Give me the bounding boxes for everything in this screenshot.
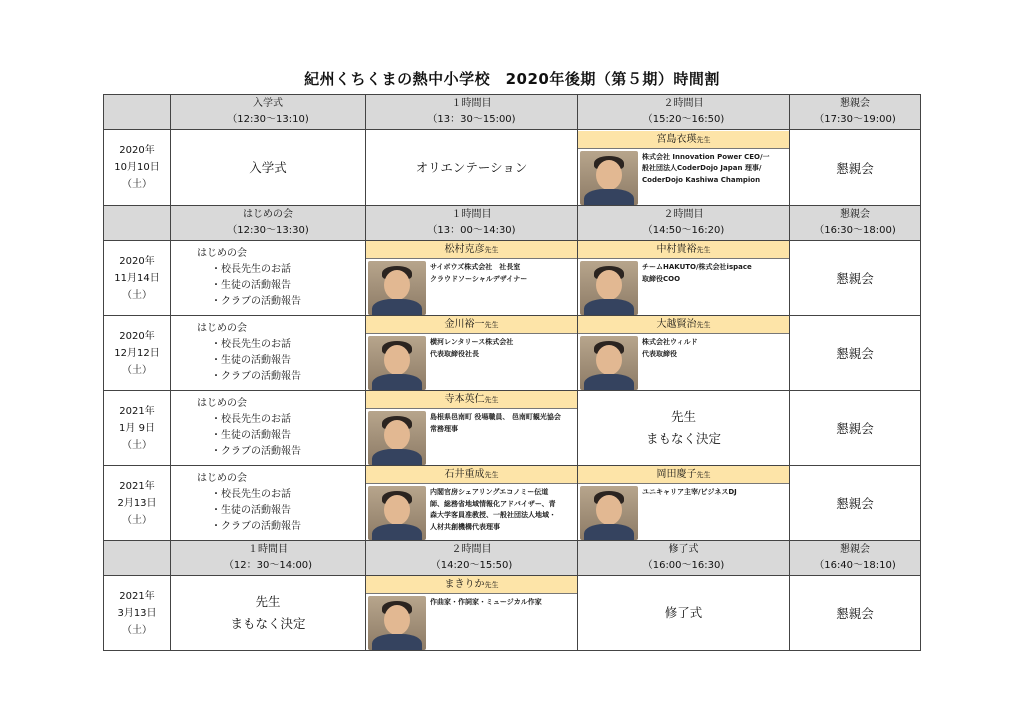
speaker-name-bar [366, 316, 577, 334]
session-name: ２時間目 [663, 98, 704, 109]
party-cell: 懇親会 [790, 241, 921, 316]
speaker-bio-line: 株式会社 Innovation Power CEO/一 [642, 152, 770, 161]
session-time: （12:30～13:10) [227, 114, 309, 125]
session-header-row [104, 95, 921, 130]
speaker-bio-line: 横河レンタリース株式会社 [430, 338, 514, 346]
speaker-name: 中村貴裕 [656, 244, 697, 255]
speaker-bio [642, 151, 770, 187]
speaker-photo [580, 151, 638, 205]
class-cell-text: 先生 [670, 409, 696, 424]
opening-agenda-cell [171, 241, 366, 316]
speaker-bio-line: 師、総務省地域情報化アドバイザー、青 [430, 499, 556, 508]
speaker-photo [368, 486, 426, 540]
photo-head [384, 270, 410, 300]
session-time: （16:30～18:00) [814, 225, 896, 236]
speaker-name: 金川裕一 [444, 319, 485, 330]
class-cell [578, 391, 790, 466]
session-header-cell [104, 95, 171, 130]
speaker-name-bar [366, 576, 577, 594]
session-header-cell [578, 541, 790, 576]
class-cell-text: まもなく決定 [645, 431, 721, 446]
date-dow: （土） [122, 514, 152, 526]
party-cell: 懇親会 [790, 576, 921, 651]
session-name: 懇親会 [840, 98, 870, 109]
date-cell [104, 316, 171, 391]
speaker-name: まきりか [444, 579, 485, 590]
speaker-body [366, 594, 577, 650]
session-time: （14:20～15:50) [430, 560, 513, 571]
class-cell [171, 576, 366, 651]
speaker-bio [430, 261, 527, 285]
photo-head [596, 345, 622, 375]
session-name: １時間目 [248, 544, 288, 555]
agenda-item: ・生徒の活動報告 [211, 280, 291, 291]
speaker-cell [578, 130, 790, 206]
speaker-bio-line: ユニキャリア主宰/ビジネスDJ [642, 488, 737, 496]
speaker-bio-line: 代表取締役社長 [430, 349, 479, 358]
session-time: （15:20～16:50) [642, 114, 725, 125]
session-time: （14:50～16:20) [642, 225, 725, 236]
speaker-bio [430, 336, 513, 360]
speaker-name: 松村克彦 [444, 244, 485, 255]
session-name: 入学式 [253, 98, 283, 109]
date-dow: （土） [122, 179, 152, 190]
class-cell-text: 修了式 [664, 605, 703, 620]
date-dow: （土） [122, 439, 152, 451]
speaker-body [366, 409, 577, 465]
photo-head [596, 160, 622, 190]
date-cell [104, 466, 171, 541]
session-name: はじめの会 [243, 209, 293, 220]
speaker-name-bar [578, 466, 789, 484]
speaker-cell [366, 316, 578, 391]
photo-body [584, 189, 634, 205]
speaker-body [366, 259, 577, 315]
agenda-title: はじめの会 [197, 323, 247, 334]
speaker-honorific: 先生 [696, 321, 711, 329]
photo-body [372, 524, 422, 540]
speaker-body [366, 484, 577, 540]
date-dow: （土） [122, 289, 152, 301]
class-cell [578, 576, 790, 651]
session-header-cell [366, 206, 578, 241]
date-year: 2021年 [119, 480, 155, 492]
speaker-name: 宮島衣瑛 [656, 133, 697, 145]
date-dow: （土） [122, 364, 152, 376]
speaker-name-bar [366, 466, 577, 484]
photo-head [596, 270, 622, 300]
speaker-cell [578, 466, 790, 541]
speaker-honorific: 先生 [484, 581, 499, 589]
photo-body [372, 449, 422, 465]
speaker-bio [642, 336, 698, 360]
session-name: ２時間目 [451, 544, 492, 555]
date-day: 3月13日 [117, 607, 157, 619]
photo-head [384, 495, 410, 525]
session-name: １時間目 [451, 209, 492, 220]
speaker-bio-line: 般社団法人CoderDojo Japan 理事/ [642, 164, 762, 172]
agenda-item: ・校長先生のお話 [211, 414, 291, 425]
opening-agenda-cell [171, 316, 366, 391]
agenda-title: はじめの会 [197, 248, 247, 259]
speaker-photo [580, 336, 638, 390]
class-cell [366, 130, 578, 206]
speaker-bio-line: 島根県邑南町 役場職員、 邑南町観光協会 [430, 413, 561, 421]
session-name: 修了式 [668, 544, 699, 555]
session-time: （12:30～13:30) [227, 225, 309, 236]
party-cell: 懇親会 [790, 391, 921, 466]
speaker-body [578, 484, 789, 540]
class-cell-text: オリエンテーション [415, 159, 528, 175]
speaker-bio-line: 作曲家・作詞家・ミュージカル作家 [430, 598, 542, 606]
class-cell-text: 先生 [255, 594, 281, 609]
speaker-bio-line: 代表取締役 [642, 349, 677, 358]
speaker-bio-line: CoderDojo Kashiwa Champion [642, 175, 761, 184]
speaker-body [578, 149, 789, 205]
date-year: 2020年 [119, 145, 155, 156]
speaker-name-bar [578, 131, 789, 149]
session-name: １時間目 [451, 98, 492, 109]
session-header-cell [578, 206, 790, 241]
agenda-item: ・クラブの活動報告 [211, 371, 301, 382]
date-year: 2020年 [119, 255, 155, 267]
speaker-bio [642, 261, 752, 285]
speaker-bio-line: チームHAKUTO/株式会社ispace [642, 263, 752, 271]
session-time: （17:30～19:00) [814, 114, 896, 125]
speaker-bio-line: 取締役COO [642, 274, 681, 283]
speaker-photo [580, 486, 638, 540]
speaker-name-bar [578, 241, 789, 259]
date-day: 11月14日 [114, 272, 160, 284]
speaker-name-bar [366, 391, 577, 409]
speaker-name: 石井重成 [444, 469, 485, 480]
date-day: 12月12日 [114, 347, 160, 359]
session-name: ２時間目 [663, 209, 704, 220]
speaker-bio-line: 人材共創機構代表理事 [430, 522, 500, 531]
speaker-bio [430, 486, 556, 533]
photo-head [596, 495, 622, 525]
speaker-photo [368, 336, 426, 390]
schedule-row [104, 316, 921, 391]
date-dow: （土） [122, 624, 152, 636]
speaker-name: 寺本英仁 [444, 394, 485, 405]
session-header-cell [104, 206, 171, 241]
photo-head [384, 420, 410, 450]
date-year: 2020年 [119, 330, 155, 342]
agenda-item: ・生徒の活動報告 [211, 355, 291, 366]
schedule-row [104, 576, 921, 651]
date-cell [104, 241, 171, 316]
speaker-honorific: 先生 [484, 396, 499, 404]
date-cell [104, 576, 171, 651]
session-header-cell [790, 95, 921, 130]
session-time: （16:40～18:10) [814, 560, 896, 571]
date-cell [104, 391, 171, 466]
speaker-honorific: 先生 [696, 135, 711, 144]
opening-agenda-cell [171, 391, 366, 466]
speaker-name: 大越賢治 [656, 319, 697, 330]
speaker-honorific: 先生 [484, 471, 499, 479]
speaker-bio [642, 486, 737, 499]
agenda-item: ・クラブの活動報告 [211, 446, 301, 457]
speaker-honorific: 先生 [484, 246, 499, 254]
speaker-cell [366, 466, 578, 541]
speaker-cell [366, 576, 578, 651]
class-cell-text: 入学式 [249, 159, 287, 175]
session-time: （13：30～15:00) [427, 114, 516, 125]
class-cell-text: まもなく決定 [230, 616, 306, 631]
photo-body [372, 374, 422, 390]
speaker-cell [578, 241, 790, 316]
session-time: （16:00～16:30) [642, 560, 725, 571]
session-header-cell [171, 541, 366, 576]
agenda-title: はじめの会 [197, 398, 247, 409]
speaker-bio-line: 森大学客員准教授、一般社団法人地域・ [430, 511, 556, 519]
timetable [103, 94, 921, 651]
agenda-title: はじめの会 [197, 473, 247, 484]
photo-body [584, 374, 634, 390]
speaker-photo [368, 261, 426, 315]
schedule-row [104, 391, 921, 466]
agenda-item: ・校長先生のお話 [211, 339, 291, 350]
photo-body [372, 634, 422, 650]
speaker-photo [368, 596, 426, 650]
agenda-item: ・生徒の活動報告 [211, 505, 291, 516]
session-header-cell [104, 541, 171, 576]
schedule-row [104, 466, 921, 541]
speaker-bio-line: 内閣官房シェアリングエコノミー伝道 [430, 488, 549, 496]
speaker-honorific: 先生 [484, 321, 499, 329]
speaker-body [366, 334, 577, 390]
speaker-body [578, 259, 789, 315]
speaker-name-bar [578, 316, 789, 334]
speaker-cell [366, 241, 578, 316]
session-header-cell [366, 95, 578, 130]
speaker-name-bar [366, 241, 577, 259]
session-header-cell [790, 541, 921, 576]
date-day: 2月13日 [117, 497, 157, 509]
session-time: （13：00～14:30) [427, 225, 516, 236]
speaker-bio-line: クラウドソーシャルデザイナー [430, 274, 528, 283]
speaker-honorific: 先生 [696, 471, 711, 479]
session-header-cell [171, 95, 366, 130]
date-cell [104, 130, 171, 206]
session-time: （12：30～14:00) [223, 560, 313, 571]
agenda-item: ・生徒の活動報告 [211, 430, 291, 441]
speaker-bio-line: 常務理事 [430, 424, 458, 433]
speaker-name: 岡田慶子 [656, 469, 697, 480]
page-title: 紀州くちくまの熱中小学校 2020年後期（第５期）時間割 [304, 70, 720, 88]
speaker-bio-line: 株式会社ウィルド [642, 338, 698, 346]
session-name: 懇親会 [840, 209, 870, 220]
speaker-body [578, 334, 789, 390]
party-cell: 懇親会 [790, 466, 921, 541]
agenda-item: ・クラブの活動報告 [211, 296, 301, 307]
session-header-cell [366, 541, 578, 576]
session-header-row [104, 206, 921, 241]
class-cell [171, 130, 366, 206]
speaker-bio [430, 596, 542, 609]
date-day: 1月 9日 [119, 422, 155, 434]
session-header-row [104, 541, 921, 576]
opening-agenda-cell [171, 466, 366, 541]
agenda-item: ・クラブの活動報告 [211, 521, 301, 532]
photo-body [584, 524, 634, 540]
speaker-photo [580, 261, 638, 315]
speaker-bio-line: サイボウズ株式会社 社長室 [430, 263, 521, 271]
speaker-cell [578, 316, 790, 391]
speaker-cell [366, 391, 578, 466]
photo-body [584, 299, 634, 315]
photo-head [384, 605, 410, 635]
agenda-item: ・校長先生のお話 [211, 264, 291, 275]
photo-body [372, 299, 422, 315]
session-header-cell [790, 206, 921, 241]
speaker-honorific: 先生 [696, 246, 711, 254]
date-year: 2021年 [119, 590, 155, 602]
session-header-cell [171, 206, 366, 241]
party-cell: 懇親会 [790, 316, 921, 391]
schedule-row [104, 130, 921, 206]
schedule-row [104, 241, 921, 316]
session-header-cell [578, 95, 790, 130]
date-day: 10月10日 [114, 162, 160, 173]
photo-head [384, 345, 410, 375]
speaker-photo [368, 411, 426, 465]
session-name: 懇親会 [840, 544, 870, 555]
agenda-item: ・校長先生のお話 [211, 489, 291, 500]
party-cell: 懇親会 [790, 130, 921, 206]
date-year: 2021年 [119, 405, 155, 417]
speaker-bio [430, 411, 561, 435]
